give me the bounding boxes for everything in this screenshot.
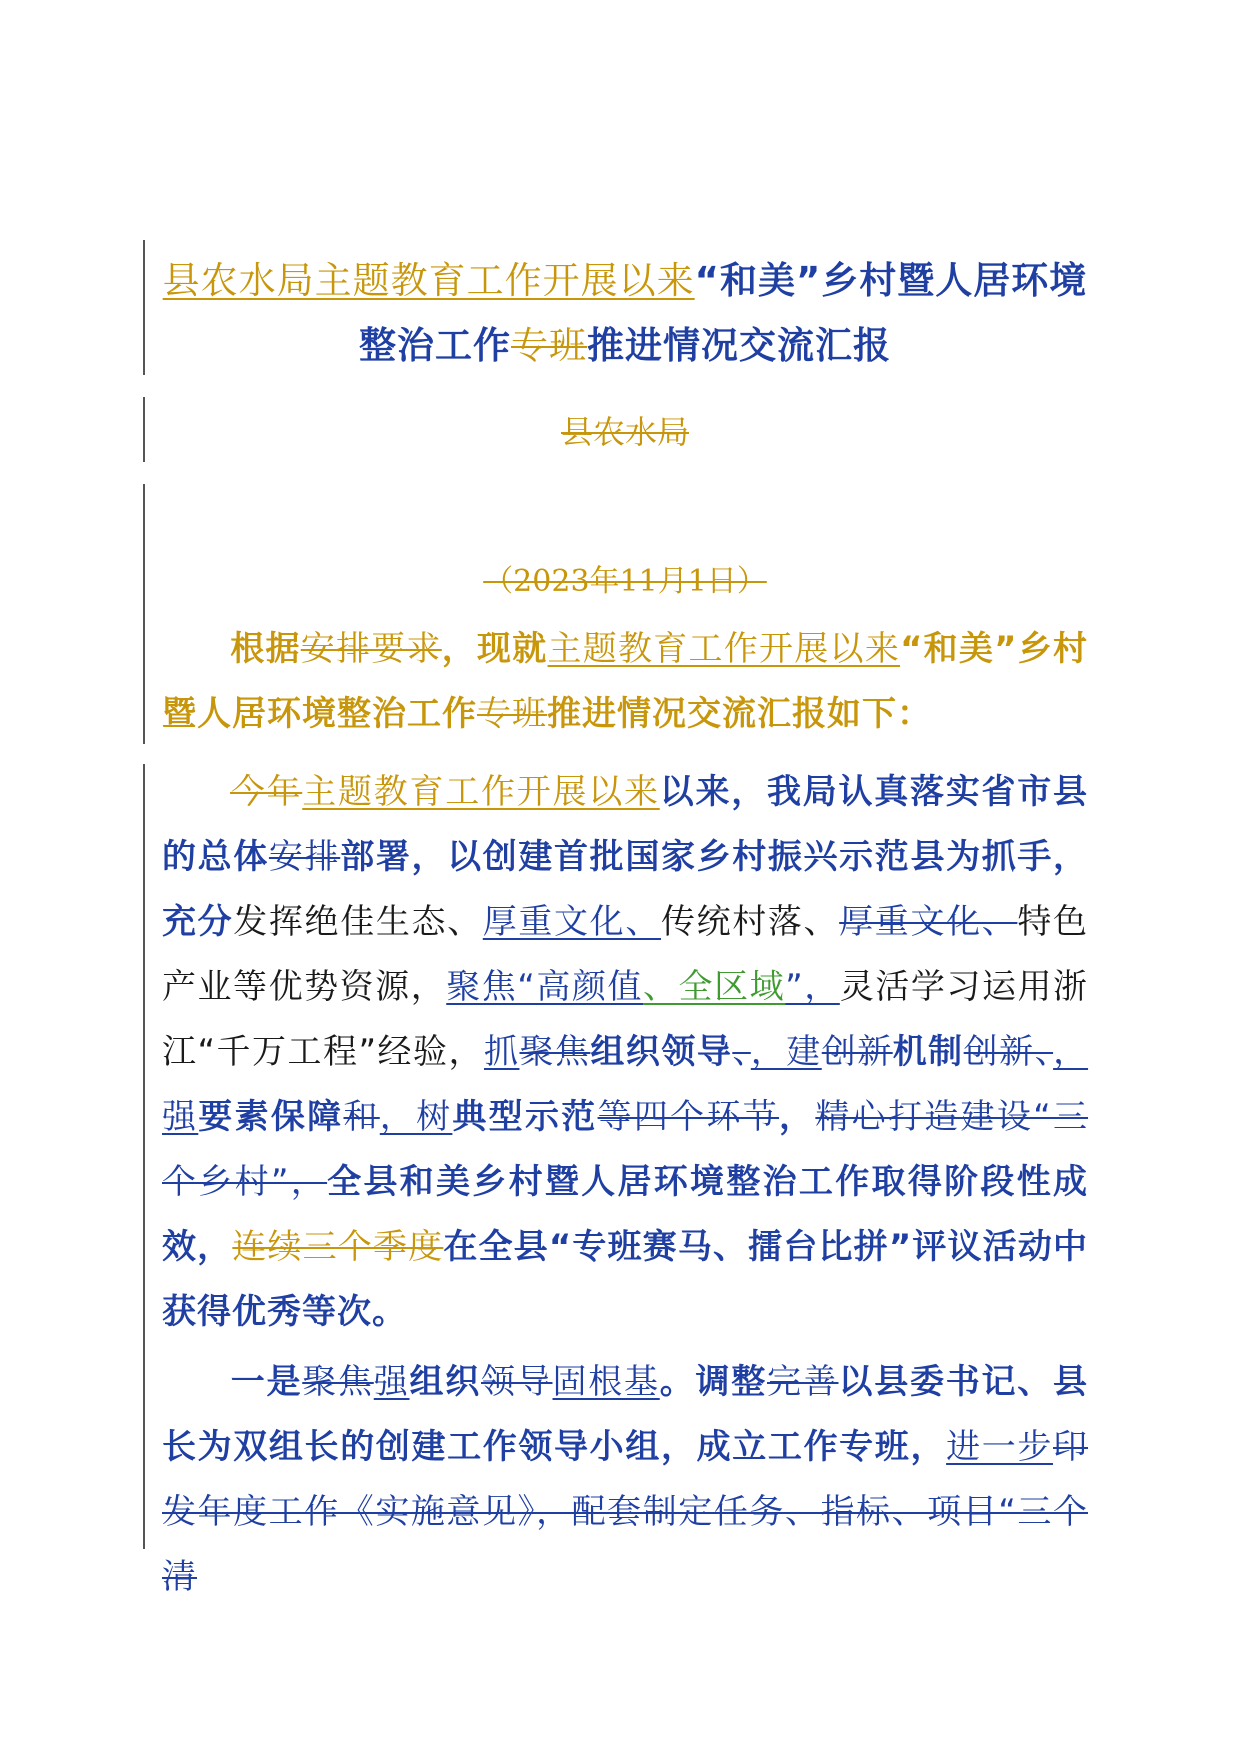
paragraph-text: 在全县“专班赛马、擂台比拼”评议活动中获得优秀等次。 — [162, 1227, 1089, 1332]
intro-deleted-text: 安排要求 — [300, 629, 442, 669]
body-paragraph-2 — [162, 1350, 1088, 1610]
deleted-text: 领导 — [481, 1362, 553, 1402]
change-bar — [143, 484, 145, 744]
paragraph-text: 机制 — [892, 1032, 964, 1072]
deleted-text: 创新、 — [963, 1032, 1054, 1072]
inserted-text: 、全区域 — [643, 967, 786, 1007]
paragraph-text: 典型示范 — [452, 1097, 598, 1137]
deleted-text: 聚焦 — [302, 1362, 374, 1402]
intro-inserted-text: 主题教育工作开展以来 — [547, 629, 901, 669]
intro-text: “和美”乡村暨人居环境整治工作 — [162, 629, 1089, 734]
inserted-text: 抓 — [483, 1032, 520, 1072]
paragraph-text: 组织 — [409, 1362, 481, 1402]
title-inserted-text: 县农水局主题教育工作开展以来 — [162, 259, 695, 302]
intro-text: 推进情况交流汇报如下： — [547, 694, 932, 734]
intro-deleted-text: 专班 — [477, 694, 547, 734]
deleted-text: 、 — [732, 1032, 751, 1072]
inserted-text: 进一步 — [946, 1427, 1054, 1467]
inserted-text: 主题教育工作开展以来 — [302, 772, 660, 812]
deleted-text: 精心打造建设“三个乡村”， — [162, 1097, 1089, 1202]
paragraph-text: 传统村落、 — [660, 902, 840, 942]
body-paragraph-1 — [162, 760, 1088, 1345]
intro-text: 根据 — [230, 629, 301, 669]
inserted-text: 厚重文化、 — [482, 902, 661, 942]
title-deleted-text: 专班 — [511, 324, 587, 367]
paragraph-text: 以县委书记、县长为双组长的创建工作领导小组，成立工作专班， — [162, 1362, 1088, 1467]
paragraph-text: 组织领导 — [590, 1032, 733, 1072]
inserted-text: ”， — [785, 967, 840, 1007]
paragraph-text: 要素保障 — [198, 1097, 344, 1137]
title-text: 推进情况交流汇报 — [587, 324, 891, 367]
deleted-text: 连续三个季度 — [232, 1227, 444, 1267]
deleted-text: 安排 — [268, 837, 341, 877]
inserted-text: 强 — [373, 1362, 410, 1402]
deleted-text: 和 — [343, 1097, 380, 1137]
inserted-text: ，强 — [162, 1032, 1089, 1137]
inserted-text: 聚焦“高颜值 — [446, 967, 644, 1007]
document-date — [162, 560, 1088, 604]
document-title — [162, 248, 1088, 378]
paragraph-text: 。调整 — [659, 1362, 767, 1402]
paragraph-text: 灵活学习运用浙江“千万工程”经验， — [162, 967, 1089, 1072]
title-text: “和美”乡村暨人居环境整治工作 — [359, 259, 1088, 367]
org-deleted-text: 县农水局 — [560, 413, 689, 451]
inserted-text: ，建 — [750, 1032, 822, 1072]
deleted-text: 印发年度工作《实施意见》，配套制定任务、指标、项目“三个清 — [162, 1427, 1089, 1597]
paragraph-text: 部署，以创建首批国家乡村振兴示范县为抓手，充分 — [162, 837, 1089, 942]
author-org — [162, 410, 1088, 454]
change-bar — [143, 240, 145, 375]
paragraph-text: 发挥绝佳生态、 — [233, 902, 483, 942]
change-bar — [143, 397, 145, 462]
paragraph-text: 特色产业等优势资源， — [162, 902, 1089, 1007]
deleted-text: 完善 — [767, 1362, 839, 1402]
inserted-text: ，树 — [379, 1097, 453, 1137]
change-bar — [143, 764, 145, 1549]
paragraph-text: 一是 — [230, 1362, 303, 1402]
deleted-text: 今年 — [230, 772, 303, 812]
paragraph-text: 全县和美乡村暨人居环境整治工作取得阶段性成效， — [162, 1162, 1088, 1267]
paragraph-text: 以来，我局认真落实省市县的总体 — [162, 772, 1088, 877]
intro-text: ，现就 — [441, 629, 548, 669]
deleted-text: 厚重文化、 — [839, 902, 1018, 942]
deleted-text: 聚焦 — [519, 1032, 591, 1072]
deleted-text: 等四个环节 — [597, 1097, 780, 1137]
deleted-text: 创新 — [821, 1032, 893, 1072]
inserted-text: 固根基 — [552, 1362, 660, 1402]
date-deleted-text: （2023年11月1日） — [483, 564, 767, 599]
paragraph-text: ， — [779, 1097, 816, 1137]
intro-paragraph — [162, 617, 1088, 747]
